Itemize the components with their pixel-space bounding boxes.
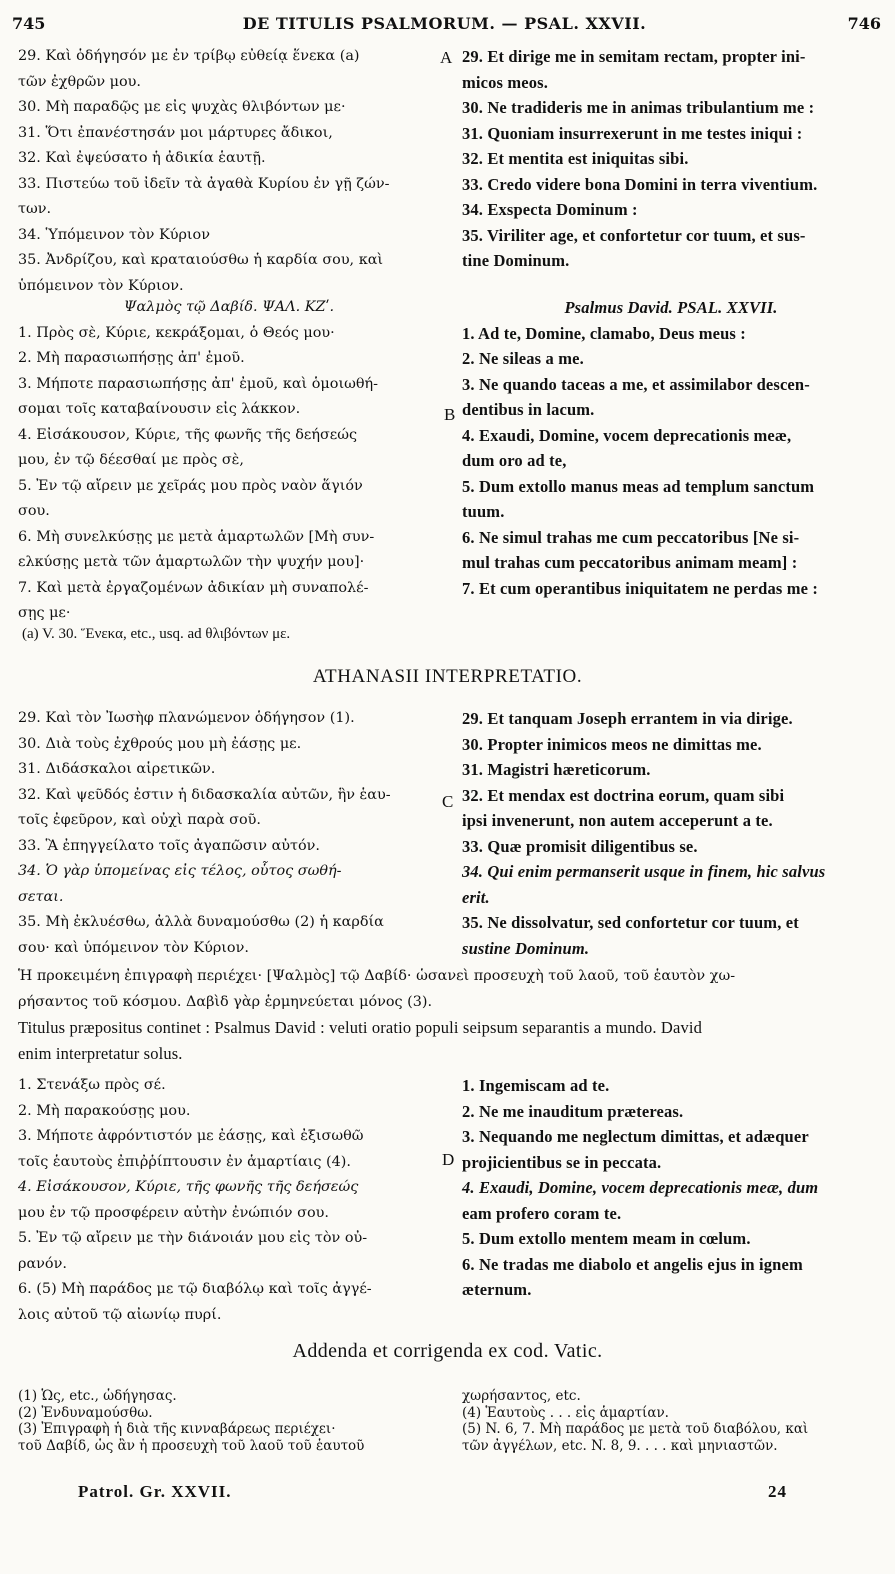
footnote-line: (2) Ἐνδυναμούσθω. <box>18 1404 153 1421</box>
margin-letter-a: A <box>440 48 453 67</box>
greek-line: 7. Καὶ μετὰ ἐργαζομένων ἀδικίαν μὴ συναπολέ- <box>18 579 369 596</box>
latin-line: 6. Ne tradas me diabolo et angelis ejus in ignem <box>462 1254 803 1274</box>
greek-line: 32. Καὶ ψεῦδός ἐστιν ἡ διδασκαλία αὐτῶν, ἣν ἑαυ- <box>18 786 391 803</box>
latin-line: eam profero coram te. <box>462 1203 622 1223</box>
footnotes-left <box>18 1388 440 1454</box>
footnote-a: (a) V. 30. Ἕνεκα, etc., usq. ad θλιβόντων με. <box>22 626 291 642</box>
page-footer <box>0 1482 895 1506</box>
prose-latin-line: Titulus præpositus continet : Psalmus David : veluti oratio populi seipsum separantis a mundo. David <box>18 1018 702 1037</box>
latin-line: dentibus in lacum. <box>462 400 595 419</box>
greek-line: ρανόν. <box>18 1255 67 1272</box>
greek-line: 6. (5) Μὴ παράδος με τῷ διαβόλῳ καὶ τοῖς ἀγγέ- <box>18 1281 372 1297</box>
greek-line: των. <box>18 201 52 217</box>
greek-line: 29. Καὶ τὸν Ἰωσὴφ πλανώμενον ὁδήγησον (1). <box>18 710 355 726</box>
latin-line: 32. Et mentita est iniquitas sibi. <box>462 149 689 168</box>
greek-line: ὑπόμεινον τὸν Κύριον. <box>18 277 184 294</box>
prose-greek-line: ρήσαντος τοῦ κόσμου. Δαβὶδ γὰρ ἑρμηνεύεται μόνος (3). <box>18 993 433 1010</box>
latin-column <box>462 706 880 961</box>
greek-line: 5. Ἐν τῷ αἴρειν με χεῖράς μου πρὸς ναὸν ἅγιόν <box>18 477 363 494</box>
latin-line: erit. <box>462 887 490 907</box>
latin-line: ipsi invenerunt, non autem acceperunt a te. <box>462 811 773 830</box>
athanasii-interpretatio-title: ATHANASII INTERPRETATIO. <box>312 666 583 687</box>
greek-line: 1. Πρὸς σὲ, Κύριε, κεκράξομαι, ὁ Θεός μου· <box>18 324 335 341</box>
footer-signature: 24 <box>768 1482 787 1501</box>
greek-line: τοῖς ἐφεῦρον, καὶ οὐχὶ παρὰ σοῦ. <box>18 812 261 828</box>
latin-line: micos meos. <box>462 72 548 92</box>
greek-line: ελκύσῃς μετὰ τῶν ἁμαρτωλῶν τὴν ψυχήν μου]· <box>18 554 365 570</box>
latin-line: 29. Et dirige me in semitam rectam, propter ini- <box>462 47 806 66</box>
greek-line: 31. Ὅτι ἐπανέστησάν μοι μάρτυρες ἄδικοι, <box>18 124 333 141</box>
greek-line: 6. Μὴ συνελκύσῃς με μετὰ ἁμαρτωλῶν [Μὴ συν- <box>18 528 375 545</box>
greek-line: τοῖς ἑαυτοὺς ἐπιῤῥίπτουσιν ἐν ἁμαρτίαις (4). <box>18 1153 351 1170</box>
latin-psalm-heading: Psalmus David. PSAL. XXVII. <box>564 298 778 317</box>
greek-line: σεται. <box>18 888 64 905</box>
latin-line: 30. Propter inimicos meos ne dimittas me. <box>462 734 762 754</box>
greek-line: λοις αὐτοῦ τῷ αἰωνίῳ πυρί. <box>18 1306 222 1323</box>
latin-line: 1. Ad te, Domine, clamabo, Deus meus : <box>462 323 746 343</box>
latin-column <box>462 1073 880 1303</box>
footnote-line: (5) N. 6, 7. Μὴ παράδος με μετὰ τοῦ διαβόλου, καὶ <box>462 1421 809 1437</box>
greek-line: 35. Ἀνδρίζου, καὶ κραταιούσθω ἡ καρδία σου, καὶ <box>18 252 384 268</box>
latin-line: 6. Ne simul trahas me cum peccatoribus [Ne si- <box>462 527 800 547</box>
latin-line: 7. Et cum operantibus iniquitatem ne perdas me : <box>462 578 818 598</box>
latin-line: 34. Qui enim permanserit usque in finem, hic salvus <box>462 862 826 881</box>
latin-column <box>462 44 880 274</box>
latin-line: 29. Et tanquam Joseph errantem in via dirige. <box>462 709 793 728</box>
prose-greek-line: Ἡ προκειμένη ἐπιγραφὴ περιέχει· [Ψαλμὸς] τῷ Δαβίδ· ὡσανεὶ προσευχὴ τοῦ λαοῦ, τοῦ ἑαυτὸν χω- <box>18 968 736 984</box>
greek-line: 29. Καὶ ὁδήγησόν με ἐν τρίβῳ εὐθείᾳ ἕνεκα (a) <box>18 48 360 64</box>
greek-line: 34. Ὑπόμεινον τὸν Κύριον <box>18 226 210 243</box>
greek-line: 33. Πιστεύω τοῦ ἰδεῖν τὰ ἀγαθὰ Κυρίου ἐν γῇ ζών- <box>18 175 390 192</box>
latin-line: tuum. <box>462 502 505 521</box>
latin-line: tine Dominum. <box>462 251 570 270</box>
footnote-line: (3) Ἐπιγραφὴ ἡ διὰ τῆς κινναβάρεως περιέχει· <box>18 1421 336 1437</box>
greek-line: μου, ἐν τῷ δέεσθαί με πρὸς σὲ, <box>18 452 244 468</box>
latin-line: projicientibus se in peccata. <box>462 1152 662 1172</box>
latin-line: 2. Ne sileas a me. <box>462 349 584 368</box>
latin-line: 3. Nequando me neglectum dimittas, et adæquer <box>462 1127 809 1146</box>
greek-line: σῃς με· <box>18 605 71 621</box>
latin-line: 1. Ingemiscam ad te. <box>462 1076 610 1095</box>
latin-column <box>462 295 880 601</box>
greek-column <box>18 706 440 961</box>
addenda-title: Addenda et corrigenda ex cod. Vatic. <box>292 1340 603 1362</box>
greek-line: 2. Μὴ παρασιωπήσῃς ἀπ' ἐμοῦ. <box>18 350 245 366</box>
greek-line: 4. Εἰσάκουσον, Κύριε, τῆς φωνῆς τῆς δεήσεώς <box>18 426 358 443</box>
latin-line: 32. Et mendax est doctrina eorum, quam sibi <box>462 785 785 805</box>
latin-line: mul trahas cum peccatoribus animam meam] : <box>462 553 798 572</box>
greek-line: 1. Στενάξω πρὸς σέ. <box>18 1077 166 1093</box>
greek-column <box>18 44 440 299</box>
page-number-right: 746 <box>847 14 881 33</box>
latin-line: 31. Magistri hæreticorum. <box>462 760 651 779</box>
footer-volume: Patrol. Gr. XXVII. <box>78 1482 232 1501</box>
greek-line: 3. Μήποτε ἀφρόντιστόν με ἐάσῃς, καὶ ἐξισωθῶ <box>18 1128 364 1144</box>
footnote-line: (1) Ὡς, etc., ὡδήγησας. <box>18 1388 177 1404</box>
greek-line: 30. Διὰ τοὺς ἐχθρούς μου μὴ ἐάσῃς με. <box>18 735 302 752</box>
greek-line: 4. Εἰσάκουσον, Κύριε, τῆς φωνῆς τῆς δεήσεώς <box>18 1179 359 1195</box>
latin-line: æternum. <box>462 1280 532 1299</box>
latin-line: 2. Ne me inauditum prætereas. <box>462 1101 684 1121</box>
latin-line: 31. Quoniam insurrexerunt in me testes iniqui : <box>462 123 803 143</box>
latin-line: 35. Ne dissolvatur, sed confortetur cor tuum, et <box>462 913 799 932</box>
greek-line: σου. <box>18 503 50 519</box>
greek-line: τῶν ἐχθρῶν μου. <box>18 73 141 90</box>
greek-line: 35. Μὴ ἐκλυέσθω, ἀλλὰ δυναμούσθω (2) ἡ καρδία <box>18 914 384 930</box>
latin-line: 4. Exaudi, Domine, vocem deprecationis meæ, dum <box>462 1178 819 1197</box>
greek-line: 34. Ὁ γὰρ ὑπομείνας εἰς τέλος, οὗτος σωθή- <box>18 863 342 879</box>
greek-column <box>18 1073 440 1328</box>
margin-letter-b: B <box>444 405 456 424</box>
greek-line: σομαι τοῖς καταβαίνουσιν εἰς λάκκον. <box>18 401 301 417</box>
prose-latin <box>18 1015 880 1066</box>
page-number-left: 745 <box>12 14 46 33</box>
prose-greek <box>18 964 880 1015</box>
footnote-line: τῶν ἀγγέλων, etc. N. 8, 9. . . . καὶ μηνιαστῶν. <box>462 1437 778 1454</box>
running-title: DE TITULIS PSALMORUM. — PSAL. XXVII. <box>242 14 647 33</box>
greek-line: μου ἐν τῷ προσφέρειν αὐτὴν ἐνώπιόν σου. <box>18 1204 329 1221</box>
footnote-line: χωρήσαντος, etc. <box>462 1388 581 1404</box>
latin-line: sustine Dominum. <box>462 938 590 958</box>
greek-line: 5. Ἐν τῷ αἴρειν με τὴν διάνοιάν μου εἰς τὸν οὐ- <box>18 1230 368 1246</box>
greek-psalm-heading: Ψαλμὸς τῷ Δαβίδ. ΨΑΛ. ΚΖʹ. <box>123 299 335 315</box>
latin-line: 33. Quæ promisit diligentibus se. <box>462 836 698 856</box>
greek-line: 31. Διδάσκαλοι αἱρετικῶν. <box>18 761 216 777</box>
greek-line: 3. Μήποτε παρασιωπήσῃς ἀπ' ἐμοῦ, καὶ ὁμοιωθή- <box>18 375 378 392</box>
greek-line: 32. Καὶ ἐψεύσατο ἡ ἀδικία ἑαυτῇ. <box>18 150 266 166</box>
greek-line: 30. Μὴ παραδῷς με εἰς ψυχὰς θλιβόντων με· <box>18 99 346 115</box>
greek-line: 2. Μὴ παρακούσῃς μου. <box>18 1102 191 1119</box>
latin-line: 30. Ne tradideris me in animas tribulantium me : <box>462 98 815 117</box>
latin-line: 5. Dum extollo mentem meam in cœlum. <box>462 1229 751 1248</box>
latin-line: 5. Dum extollo manus meas ad templum sanctum <box>462 476 815 496</box>
footnote-line: τοῦ Δαβίδ, ὡς ἂν ἡ προσευχὴ τοῦ λαοῦ τοῦ ἑαυτοῦ <box>18 1437 365 1454</box>
footnotes-right <box>462 1388 880 1454</box>
greek-line: 33. Ἃ ἐπηγγείλατο τοῖς ἀγαπῶσιν αὐτόν. <box>18 837 321 854</box>
margin-letter-d: D <box>442 1150 455 1169</box>
latin-line: 35. Viriliter age, et confortetur cor tuum, et sus- <box>462 225 806 245</box>
margin-letter-c: C <box>442 792 454 811</box>
latin-line: 34. Exspecta Dominum : <box>462 200 638 219</box>
footnote-line: (4) Ἑαυτοὺς . . . εἰς ἁμαρτίαν. <box>462 1404 669 1421</box>
latin-line: 4. Exaudi, Domine, vocem deprecationis meæ, <box>462 425 792 445</box>
latin-line: 3. Ne quando taceas a me, et assimilabor descen- <box>462 374 810 394</box>
greek-line: σου· καὶ ὑπόμεινον τὸν Κύριον. <box>18 939 249 956</box>
greek-column <box>18 295 440 627</box>
running-header <box>8 14 881 38</box>
prose-latin-line: enim interpretatur solus. <box>18 1043 183 1063</box>
latin-line: dum oro ad te, <box>462 451 567 470</box>
latin-line: 33. Credo videre bona Domini in terra viventium. <box>462 174 818 194</box>
